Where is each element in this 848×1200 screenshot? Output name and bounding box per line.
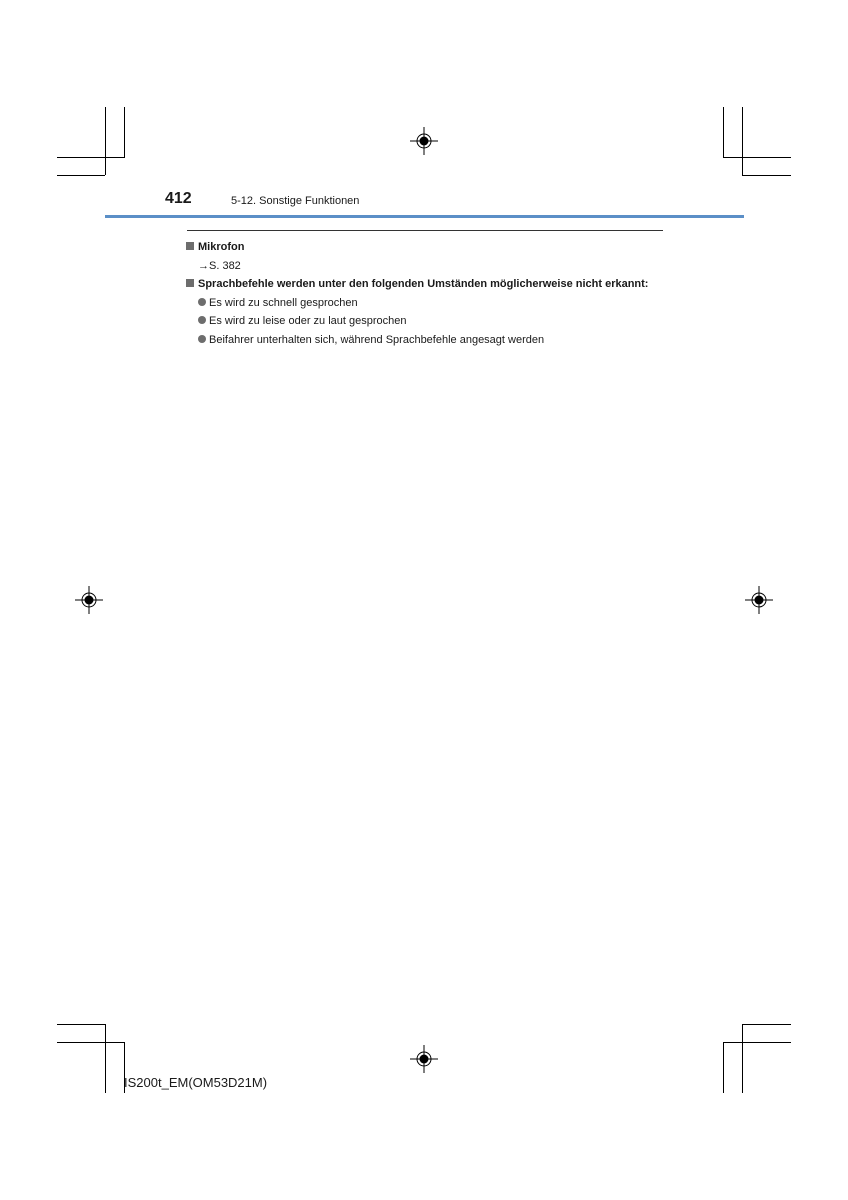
registration-mark-icon — [410, 1045, 438, 1073]
round-bullet-icon — [198, 335, 206, 343]
crop-mark — [742, 175, 791, 176]
round-bullet-icon — [198, 298, 206, 306]
registration-mark-icon — [745, 586, 773, 614]
crop-mark — [723, 1042, 724, 1093]
square-bullet-icon — [186, 242, 194, 250]
crop-mark — [105, 1024, 106, 1093]
crop-mark — [742, 1024, 791, 1025]
crop-mark — [124, 107, 125, 157]
registration-mark-icon — [75, 586, 103, 614]
voice-heading: Sprachbefehle werden unter den folgenden Umständen möglicherweise nicht erkannt: — [186, 275, 666, 294]
crop-mark — [723, 1042, 791, 1043]
square-bullet-icon — [186, 279, 194, 287]
page-number: 412 — [165, 190, 192, 207]
crop-mark — [723, 157, 791, 158]
list-item: Es wird zu leise oder zu laut gesprochen — [186, 312, 666, 331]
crop-mark — [723, 107, 724, 157]
round-bullet-icon — [198, 316, 206, 324]
list-item: Es wird zu schnell gesprochen — [186, 294, 666, 313]
header-rule — [105, 215, 744, 218]
content-rule — [187, 230, 663, 231]
mic-reference: →S. 382 — [198, 259, 241, 272]
section-title: 5-12. Sonstige Funktionen — [231, 195, 360, 207]
crop-mark — [57, 1042, 125, 1043]
crop-mark — [105, 107, 106, 175]
crop-mark — [57, 175, 105, 176]
crop-mark — [57, 1024, 105, 1025]
crop-mark — [742, 107, 743, 175]
registration-mark-icon — [410, 127, 438, 155]
crop-mark — [57, 157, 125, 158]
document-code: IS200t_EM(OM53D21M) — [124, 1075, 268, 1090]
list-item: Beifahrer unterhalten sich, während Sprachbefehle angesagt werden — [186, 331, 666, 350]
crop-mark — [742, 1024, 743, 1093]
mic-heading: Mikrofon — [186, 238, 666, 257]
page-content — [186, 238, 666, 349]
